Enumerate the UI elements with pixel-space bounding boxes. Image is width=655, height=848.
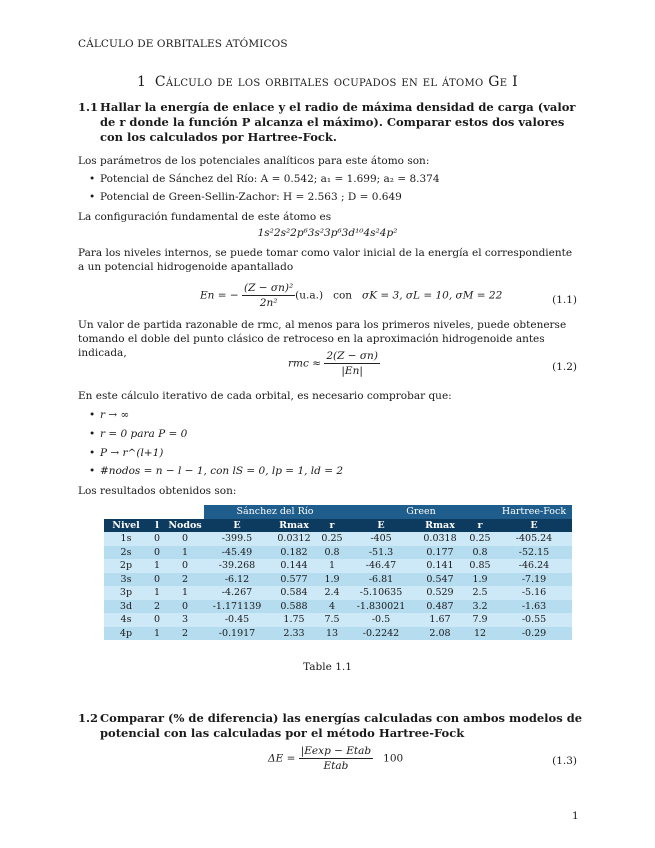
check-item: • r = 0 para P = 0 <box>100 427 187 441</box>
table-cell: 1 <box>166 586 204 600</box>
table-cell: -0.5 <box>346 613 416 627</box>
table-cell: 0.0318 <box>416 532 464 546</box>
table-group-header-row <box>104 505 572 519</box>
equation-1-2 <box>288 350 380 377</box>
table-cell: 1 <box>318 559 346 573</box>
subsection-title: Comparar (% de diferencia) las energías calculadas con ambos modelos de potencial con las calculadas por el método Hartree-Fock <box>100 711 583 740</box>
table-cell: -405.24 <box>496 532 572 546</box>
table-cell: -1.830021 <box>346 600 416 614</box>
table-cell: 2.4 <box>318 586 346 600</box>
check-item: • P → r^(l+1) <box>100 446 163 460</box>
column-header: E <box>346 519 416 533</box>
table-cell: 0 <box>166 559 204 573</box>
table-cell: -0.45 <box>204 613 270 627</box>
table-cell: 1 <box>148 586 166 600</box>
eq-con: con <box>333 289 353 302</box>
rmc-paragraph: Un valor de partida razonable de rmc, al menos para los primeros niveles, puede obtenerse tomando el doble del punto clásico de retroceso en la aproximación hidrogenoide antes indicada, <box>78 319 567 359</box>
page-number: 1 <box>572 810 579 822</box>
column-header: Rmax <box>270 519 318 533</box>
table-cell: 7.9 <box>464 613 496 627</box>
table-header-row <box>104 519 572 533</box>
table-cell: -4.267 <box>204 586 270 600</box>
table-cell: 2s <box>104 546 148 560</box>
column-header: E <box>496 519 572 533</box>
params-intro: Los parámetros de los potenciales analíticos para este átomo son: <box>78 155 430 167</box>
table-row <box>104 627 572 641</box>
column-header: Nivel <box>104 519 148 533</box>
table-cell: 13 <box>318 627 346 641</box>
table-cell: -46.24 <box>496 559 572 573</box>
table-cell: 1 <box>166 546 204 560</box>
subsection-1-2-heading <box>78 711 583 741</box>
table-cell: 0.547 <box>416 573 464 587</box>
table-cell: 3s <box>104 573 148 587</box>
table-cell: 1 <box>148 627 166 641</box>
eq-units: (u.a.) <box>295 289 324 302</box>
config-intro: La configuración fundamental de este átomo es <box>78 211 332 223</box>
table-row <box>104 573 572 587</box>
eq-lhs: rmc ≈ <box>288 357 321 370</box>
table-cell: -405 <box>346 532 416 546</box>
section-title-text: Cálculo de los orbitales ocupados en el átomo Ge I <box>154 74 518 90</box>
table-cell: 2.08 <box>416 627 464 641</box>
eq-denominator: |En| <box>341 365 363 377</box>
table-row <box>104 546 572 560</box>
table-cell: 0.487 <box>416 600 464 614</box>
table-cell: 0 <box>148 546 166 560</box>
param-item: • Potencial de Green-Sellin-Zachor: H = 2.563 ; D = 0.649 <box>100 190 402 204</box>
running-head: CÁLCULO DE ORBITALES ATÓMICOS <box>78 38 288 50</box>
results-table <box>104 505 572 640</box>
table-cell: 2 <box>166 573 204 587</box>
table-cell: 0.584 <box>270 586 318 600</box>
table-cell: -46.47 <box>346 559 416 573</box>
table-cell: 4p <box>104 627 148 641</box>
eq-denominator: 2n² <box>259 297 278 309</box>
table-cell: -6.12 <box>204 573 270 587</box>
table-cell: -1.171139 <box>204 600 270 614</box>
table-row <box>104 600 572 614</box>
table-cell: 12 <box>464 627 496 641</box>
column-header: Rmax <box>416 519 464 533</box>
equation-number: (1.1) <box>552 294 577 306</box>
table-cell: 2.33 <box>270 627 318 641</box>
table-cell: 0.25 <box>464 532 496 546</box>
table-cell: 3.2 <box>464 600 496 614</box>
eq-numerator: |Eexp − Etab <box>300 745 372 757</box>
equation-1-3 <box>268 745 403 772</box>
iteration-intro: En este cálculo iterativo de cada orbital, es necesario comprobar que: <box>78 390 452 402</box>
table-cell: -0.55 <box>496 613 572 627</box>
table-cell: 0.25 <box>318 532 346 546</box>
table-cell: 0.182 <box>270 546 318 560</box>
table-cell: 2p <box>104 559 148 573</box>
internal-levels-paragraph: Para los niveles internos, se puede tomar como valor inicial de la energía el correspondiente a un potencial hidrogenoide apantallado <box>78 247 573 273</box>
table-cell: -6.81 <box>346 573 416 587</box>
section-number: 1 <box>137 74 146 90</box>
eq-lhs: En = − <box>200 289 239 302</box>
table-cell: 1.75 <box>270 613 318 627</box>
table-cell: 1.9 <box>318 573 346 587</box>
table-cell: 0 <box>148 532 166 546</box>
table-cell: -0.2242 <box>346 627 416 641</box>
table-row <box>104 613 572 627</box>
table-row <box>104 586 572 600</box>
electron-configuration: 1s²2s²2p⁶3s²3p⁶3d¹⁰4s²4p² <box>257 227 398 239</box>
table-cell: 0.577 <box>270 573 318 587</box>
table-cell: 0 <box>166 532 204 546</box>
column-header: r <box>318 519 346 533</box>
table-cell: 2 <box>148 600 166 614</box>
eq-lhs: ΔE = <box>268 752 296 765</box>
table-cell: 0.8 <box>464 546 496 560</box>
results-intro: Los resultados obtenidos son: <box>78 485 237 497</box>
table-cell: 0.85 <box>464 559 496 573</box>
table-cell: -39.268 <box>204 559 270 573</box>
table-cell: 7.5 <box>318 613 346 627</box>
table-cell: -52.15 <box>496 546 572 560</box>
section-title <box>0 74 655 90</box>
group-sanchez: Sánchez del Río <box>204 505 346 519</box>
table-cell: 0.141 <box>416 559 464 573</box>
table-cell: 2.5 <box>464 586 496 600</box>
equation-number: (1.2) <box>552 361 577 373</box>
table-cell: -7.19 <box>496 573 572 587</box>
table-cell: -45.49 <box>204 546 270 560</box>
group-green: Green <box>346 505 496 519</box>
table-cell: 0 <box>148 573 166 587</box>
subsection-number: 1.1 <box>78 100 99 114</box>
table-cell: -0.1917 <box>204 627 270 641</box>
table-cell: -51.3 <box>346 546 416 560</box>
table-cell: 0 <box>148 613 166 627</box>
column-header: l <box>148 519 166 533</box>
eq-factor: 100 <box>383 752 404 765</box>
eq-numerator: 2(Z − σn) <box>326 350 378 362</box>
table-cell: 1.67 <box>416 613 464 627</box>
table-cell: 0.529 <box>416 586 464 600</box>
table-cell: 1 <box>148 559 166 573</box>
table-cell: 0.177 <box>416 546 464 560</box>
table-cell: 3 <box>166 613 204 627</box>
eq-sigmas: σK = 3, σL = 10, σM = 22 <box>362 289 503 302</box>
eq-denominator: Etab <box>323 760 349 772</box>
table-cell: 0.8 <box>318 546 346 560</box>
table-cell: 4 <box>318 600 346 614</box>
table-cell: 0 <box>166 600 204 614</box>
table-row <box>104 532 572 546</box>
subsection-1-1-heading <box>78 100 583 145</box>
table-cell: 0.0312 <box>270 532 318 546</box>
table-cell: 4s <box>104 613 148 627</box>
table-cell: 0.588 <box>270 600 318 614</box>
column-header: Nodos <box>166 519 204 533</box>
table-cell: 2 <box>166 627 204 641</box>
table-cell: 3p <box>104 586 148 600</box>
table-cell: 0.144 <box>270 559 318 573</box>
table-cell: -399.5 <box>204 532 270 546</box>
group-hartree-fock: Hartree-Fock <box>496 505 572 519</box>
subsection-number: 1.2 <box>78 711 99 725</box>
equation-number: (1.3) <box>552 755 577 767</box>
eq-numerator: (Z − σn)² <box>244 282 294 294</box>
param-item: • Potencial de Sánchez del Río: A = 0.542; a₁ = 1.699; a₂ = 8.374 <box>100 172 440 186</box>
table-cell: -0.29 <box>496 627 572 641</box>
column-header: E <box>204 519 270 533</box>
check-item: • #nodos = n − l − 1, con lS = 0, lp = 1, ld = 2 <box>100 464 343 478</box>
table-row <box>104 559 572 573</box>
table-cell: 3d <box>104 600 148 614</box>
table-caption: Table 1.1 <box>303 661 352 673</box>
table-cell: 1.9 <box>464 573 496 587</box>
column-header: r <box>464 519 496 533</box>
table-cell: -5.10635 <box>346 586 416 600</box>
table-cell: 1s <box>104 532 148 546</box>
equation-1-1 <box>200 282 502 309</box>
subsection-title: Hallar la energía de enlace y el radio de máxima densidad de carga (valor de r donde la función P alcanza el máximo). Comparar estos dos valores con los calculados por Hartree-Fock. <box>100 100 576 144</box>
table-cell: -5.16 <box>496 586 572 600</box>
table-cell: -1.63 <box>496 600 572 614</box>
check-item: • r → ∞ <box>100 408 129 422</box>
